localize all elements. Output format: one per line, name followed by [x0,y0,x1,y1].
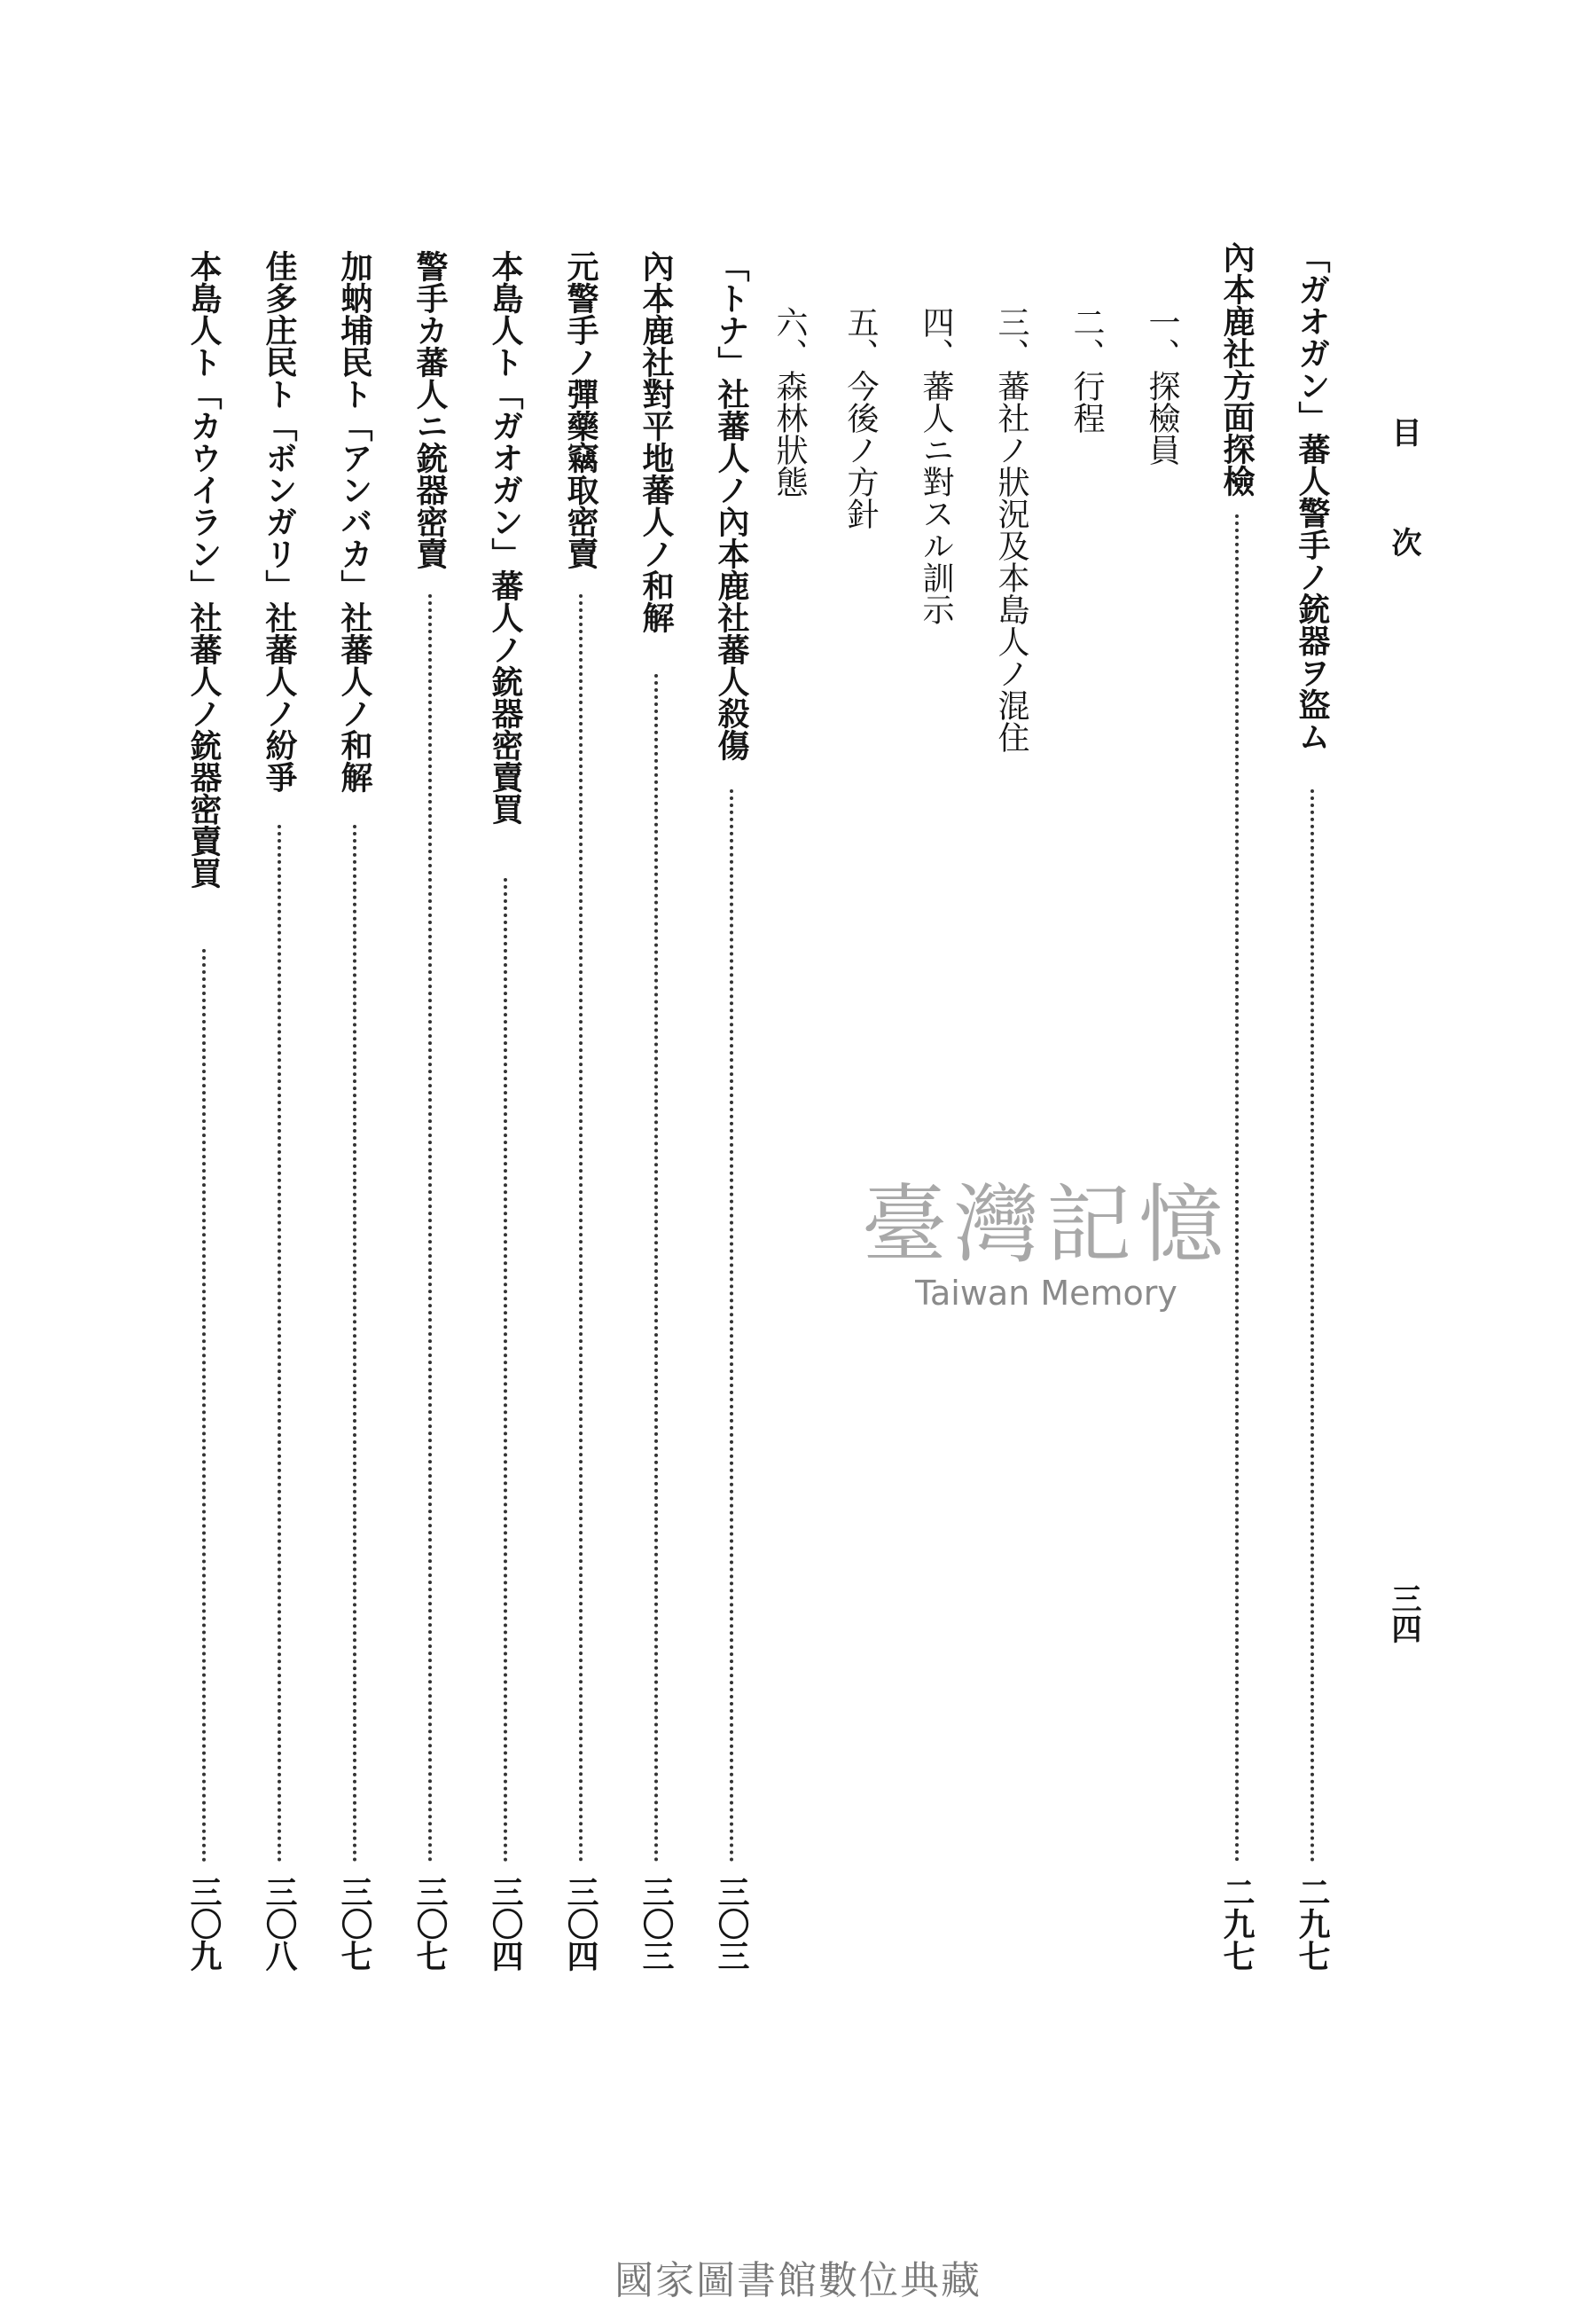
toc-entry-page: 三〇四 [562,1876,599,1972]
dot-leader [654,674,658,1863]
toc-entry-page: 二九七 [1294,1876,1331,1972]
toc-entry-text: 本島人ト「ガオガン」蕃人ノ銃器密賣買 [487,250,524,825]
toc-entry-page: 三〇三 [638,1876,675,1972]
toc-entry-page: 三〇四 [487,1876,524,1972]
dot-leader [504,878,507,1863]
watermark-english-text: Taiwan Memory [915,1274,1177,1313]
dot-leader [1310,789,1314,1863]
toc-entry-text: 佳多庄民ト「ボンガリ」社蕃人ノ紛爭 [261,250,298,793]
dot-leader [579,594,583,1863]
toc-entry-page: 三〇八 [261,1876,298,1972]
toc-entry-text: 內本鹿社方面探檢 [1218,241,1256,497]
toc-entry-page: 二九七 [1218,1876,1256,1972]
toc-entry-text: 加蚋埔民ト「アンバカ」社蕃人ノ和解 [336,250,373,793]
toc-entry-page: 三〇七 [336,1876,373,1972]
toc-entry-text: 「トナ」社蕃人ノ內本鹿社蕃人殺傷 [713,250,750,761]
toc-entry-text: 元警手ノ彈藥竊取密賣 [562,250,599,569]
watermark-logo [798,1157,1295,1313]
toc-entry-text: 一、探檢員 [1144,306,1180,466]
toc-entry-text: 四、蕃人ニ對スル訓示 [918,306,954,625]
dot-leader [730,789,733,1863]
toc-entry-page: 三〇三 [713,1876,750,1972]
toc-entry-text: 警手カ蕃人ニ銃器密賣 [411,250,449,569]
toc-entry-text: 三、蕃社ノ狀況及本島人ノ混住 [993,306,1029,753]
toc-entry-text: 二、行程 [1068,306,1105,434]
toc-entry-text: 本島人ト「カウイラン」社蕃人ノ銃器密賣買 [185,250,223,889]
toc-entry-text: 內本鹿社對平地蕃人ノ和解 [638,250,675,633]
library-credit: 國家圖書館數位典藏 [614,2258,982,2303]
page-title: 目次 [1386,417,1421,637]
toc-entry-text: 六、森林狀態 [771,306,808,498]
dot-leader [202,949,206,1863]
toc-entry-text: 五、今後ノ方針 [842,306,879,529]
toc-entry-page: 三〇九 [185,1876,223,1972]
dot-leader [278,825,281,1863]
toc-entry-page: 三〇七 [411,1876,449,1972]
page-number: 三四 [1386,1583,1421,1643]
dot-leader [428,594,432,1863]
watermark-chinese-text: 臺灣記憶 [862,1175,1231,1275]
toc-entry-text: 「ガオガン」蕃人警手ノ銃器ヲ盜ム [1294,241,1331,752]
dot-leader [353,825,356,1863]
